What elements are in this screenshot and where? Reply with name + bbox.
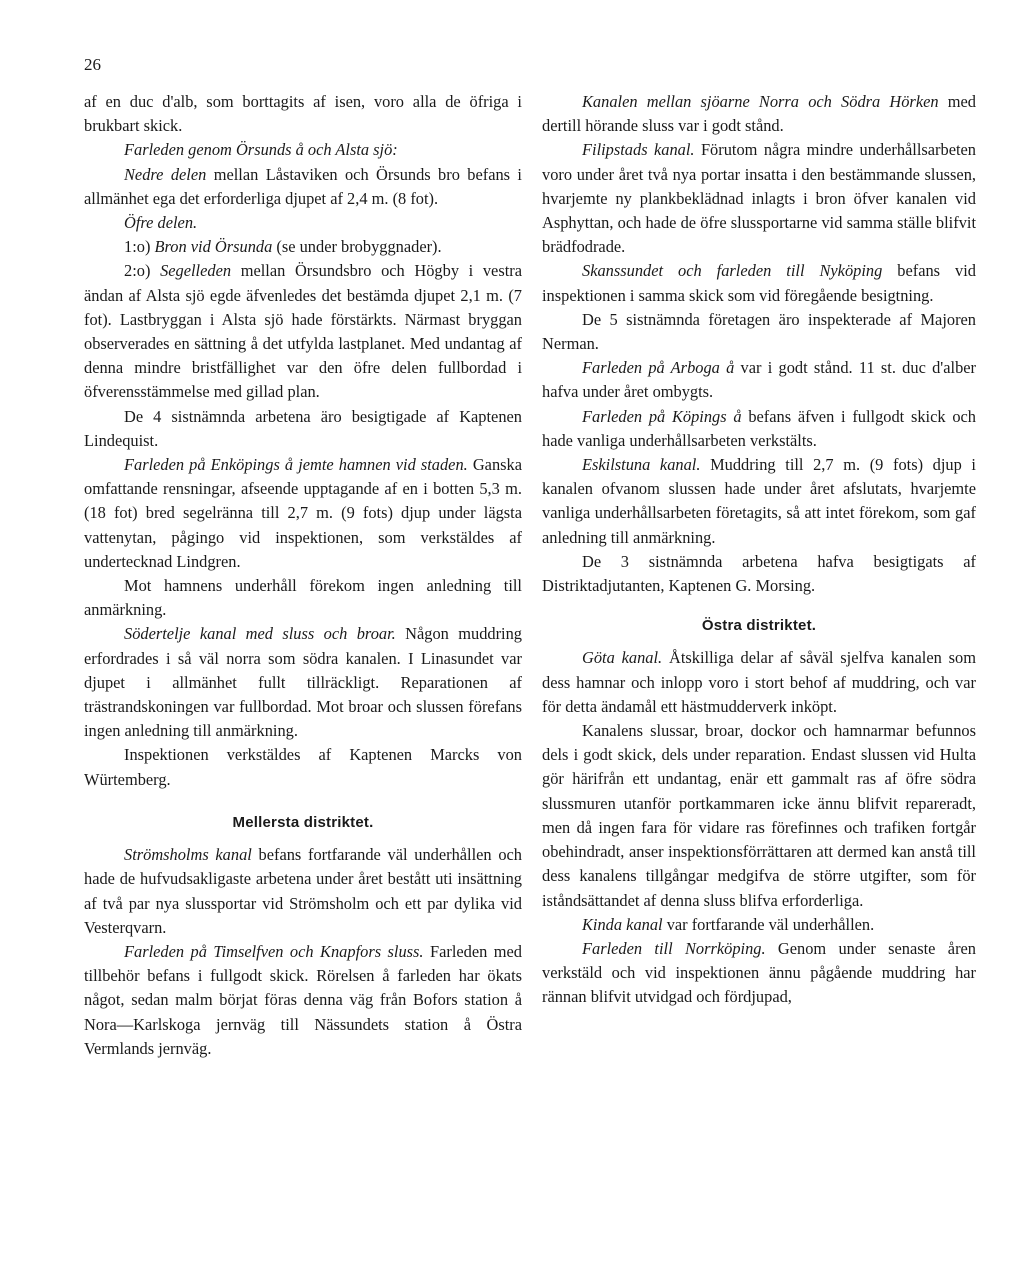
paragraph: Mot hamnens underhåll förekom ingen anledning till anmärkning. <box>84 576 522 620</box>
subsection-title: Bron vid Örsunda <box>154 237 273 257</box>
subsection-title: Nedre delen <box>124 164 207 184</box>
section-title: Eskilstuna kanal. <box>582 455 701 475</box>
section-title: Farleden på Arboga å <box>582 358 735 378</box>
section-title: Strömsholms kanal <box>124 845 252 865</box>
paragraph-text: Farleden med tillbehör befans i fullgodt skick. Rörelsen å farleden har ökats något, sedan malm börjat föras denna väg från Bofors station å Nora—Karlskoga jernväg till Nässundets station å Östra Vermlands jernväg. <box>84 941 522 1058</box>
paragraph <box>542 138 976 259</box>
section-title: Kinda kanal <box>582 914 663 934</box>
paragraph-text: Genom under senaste åren verkstäld och vid inspektionen ännu pågående muddring har rännan blifvit utvidgad och fördjupad, <box>542 938 976 1007</box>
paragraph-text: befans fortfarande väl underhållen och hade de hufvudsakligaste arbetena under året bestått uti insättning af två par nya slussportar vid Strömsholm och ett par dylika vid Vesterqvarn. <box>84 845 522 937</box>
paragraph: De 5 sistnämnda företagen äro inspekterade af Majoren Nerman. <box>542 309 976 354</box>
paragraph <box>542 90 976 138</box>
right-column <box>542 90 976 1010</box>
paragraph: Inspektionen verkstäldes af Kaptenen Marcks von Würtemberg. <box>84 745 522 789</box>
paragraph <box>84 843 522 940</box>
paragraph <box>542 259 976 307</box>
paragraph: De 4 sistnämnda arbetena äro besigtigade af Kaptenen Lindequist. <box>84 406 522 450</box>
paragraph <box>542 405 976 453</box>
paragraph <box>84 138 522 162</box>
paragraph-text: Ganska omfattande rensningar, afseende upptagande af en i botten 5,3 m. (18 fot) bred segelränna till 2,7 m. (9 fots) djup under lägsta vattenytan, pågingo vid inspektionen, som verkstäldes af undertecknad Lindgren. <box>84 455 522 571</box>
section-title: Göta kanal. <box>582 648 663 668</box>
paragraph-text: (se under brobyggnader). <box>272 237 442 257</box>
paragraph <box>84 235 522 259</box>
page-number: 26 <box>84 55 101 74</box>
paragraph-text: var fortfarande väl underhållen. <box>662 914 875 934</box>
section-title: Södertelje kanal med sluss och broar. <box>124 624 396 644</box>
paragraph <box>84 211 522 235</box>
heading-ostra-distriktet: Östra distriktet. <box>701 617 817 635</box>
paragraph <box>542 646 976 719</box>
paragraph-text: mellan Örsundsbro och Högby i vestra ändan af Alsta sjö egde äfvenledes det bestämda djupet 2,1 m. (7 fot). Lastbryggan i Alsta sjö hade förstärkts. Närmast bryggan observerades en sättning å det utfylda lastplanet. Med undantag af denna mindre bristfällighet var den öfre delen fullbordad i öfverensstämmelse med gillad plan. <box>84 261 522 402</box>
paragraph <box>542 453 976 550</box>
section-title: Farleden på Köpings å <box>582 406 742 426</box>
paragraph <box>542 937 976 1010</box>
list-number: 1:o) <box>124 237 155 257</box>
paragraph-text: befans äfven i fullgodt skick och hade vanliga underhållsarbeten verkstälts. <box>542 406 976 450</box>
paragraph-text: Åtskilliga delar af såväl sjelfva kanalen som dess hamnar och inlopp voro i stort behof af muddring, och var för detta ändamål ett hästmudderverk inköpt. <box>542 648 976 716</box>
subsection-title: Öfre delen. <box>124 213 198 233</box>
paragraph <box>84 453 522 574</box>
paragraph <box>84 940 522 1061</box>
paragraph-text: med dertill hörande sluss var i godt stånd. <box>542 92 976 136</box>
left-column <box>84 90 522 1061</box>
paragraph-text: Muddring till 2,7 m. (9 fots) djup i kanalen ofvanom slussen hade under året afslutats, hvarjemte vanliga underhållsarbeten företagits, så att intet förekom, som gaf anledning till anmärkning. <box>542 455 976 547</box>
paragraph: af en duc d'alb, som borttagits af isen, voro alla de öfriga i brukbart skick. <box>84 92 522 136</box>
section-title: Skanssundet och farleden till Nyköping <box>582 261 883 281</box>
paragraph <box>84 259 522 404</box>
paragraph <box>84 622 522 743</box>
section-title: Kanalen mellan sjöarne Norra och Södra Hörken <box>582 92 939 111</box>
paragraph-text: Förutom några mindre underhållsarbeten voro under året två nya portar insatta i den bestämmande slussen, hvarjemte ny plankbeklädnad inlagts i bron öfver kanalen vid Asphyttan, och hade de öfre slussportarne vid samma ställe blifvit brädfodrade. <box>542 140 976 257</box>
paragraph: Kanalens slussar, broar, dockor och hamnarmar befunnos dels i godt skick, dels under reparation. Endast slussen vid Hulta gör härifrån ett undantag, enär ett gammalt ras af öfre södra slussmuren utanför portkammaren icke ännu blifvit repareradt, men då ingen fara för vidare ras förefinnes och trafiken fortgår obehindradt, anser inspektionsförrättaren att dermed kan anstå till dess kanalens tillgångar medgifva de större utgifter, som för iståndsättandet af denna sluss blifva erforderliga. <box>542 721 976 910</box>
section-title: Farleden till Norrköping. <box>582 938 766 958</box>
paragraph <box>542 913 976 937</box>
section-title: Filipstads kanal. <box>582 140 695 160</box>
list-number: 2:o) <box>124 261 161 281</box>
section-title: Farleden på Enköpings å jemte hamnen vid staden. <box>124 455 468 475</box>
section-title: Farleden genom Örsunds å och Alsta sjö: <box>124 140 398 160</box>
paragraph <box>84 163 522 211</box>
paragraph: De 3 sistnämnda arbetena hafva besigtigats af Distriktadjutanten, Kaptenen G. Morsing. <box>542 551 976 596</box>
section-title: Farleden på Timselfven och Knapfors sluss. <box>124 941 424 961</box>
paragraph-text: mellan Låstaviken och Örsunds bro befans i allmänhet ega det erforderliga djupet af 2,4 m. (8 fot). <box>84 164 522 208</box>
paragraph-text: befans vid inspektionen i samma skick som vid föregående besigtning. <box>542 261 976 305</box>
heading-mellersta-distriktet: Mellersta distriktet. <box>232 813 374 831</box>
paragraph-text: Någon muddring erfordrades i så väl norra som södra kanalen. I Linasundet var djupet i allmänhet fullt tillräckligt. Reparationen af trästrandskoningen var fullbordad. Mot broar och slussen förefans ingen anledning till anmärkning. <box>84 624 522 741</box>
paragraph-text: var i godt stånd. 11 st. duc d'alber hafva under året ombygts. <box>542 358 976 402</box>
paragraph <box>542 356 976 404</box>
subsection-title: Segelleden <box>160 261 232 281</box>
